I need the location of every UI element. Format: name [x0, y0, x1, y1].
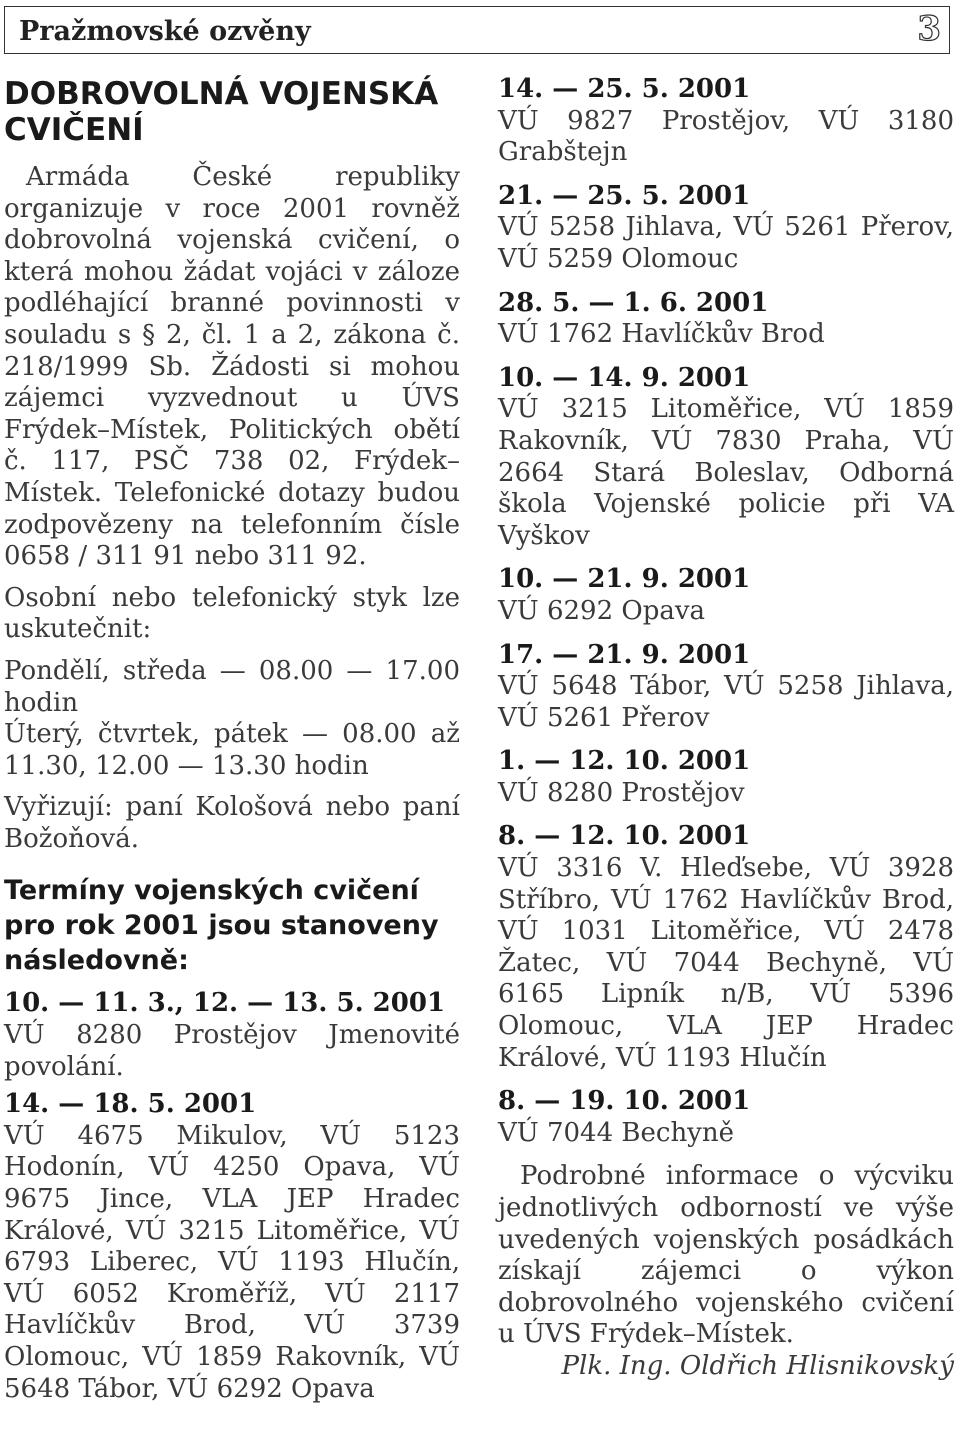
closing-paragraph: Podrobné informace o výcviku jednotlivých odborností ve výše uvedených vojenských posádkách získají zájemci o výkon dobrovolného vojenského cvičení u ÚVS Frýdek–Místek.: [498, 1161, 954, 1350]
schedule-date: 8. — 12. 10. 2001: [498, 821, 751, 852]
schedule-entry: [498, 288, 954, 351]
schedule-units: VÚ 9827 Prostějov, VÚ 3180 Grabštejn: [498, 105, 954, 168]
newsletter-title: Pražmovské ozvěny: [19, 16, 311, 47]
schedule-units: VÚ 3316 V. Hleďsebe, VÚ 3928 Stříbro, VÚ 1762 Havlíčkův Brod, VÚ 1031 Litoměřice, VÚ 2478 Žatec, VÚ 7044 Bechyně, VÚ 6165 Lipník n/B, VÚ 5396 Olomouc, VLA JEP Hradec Králové, VÚ 1193 Hlučín: [498, 853, 954, 1073]
page-number: 3: [917, 9, 941, 49]
schedule-date: 10. — 21. 9. 2001: [498, 564, 751, 595]
schedule-units: VÚ 8280 Prostějov: [498, 777, 745, 808]
schedule-date: 14. — 25. 5. 2001: [498, 74, 751, 104]
office-hours-tue-fri: Úterý, čtvrtek, pátek — 08.00 až 11.30, 12.00 — 13.30 hodin: [4, 719, 460, 781]
article-heading: DOBROVOLNÁ VOJENSKÁ CVIČENÍ: [4, 76, 439, 148]
schedule-heading: Termíny vojenských cvičení pro rok 2001 jsou stanoveny následovně:: [4, 875, 439, 977]
author-signature: Plk. Ing. Oldřich Hlisnikovský: [561, 1350, 954, 1381]
intro-paragraph: Armáda České republiky organizuje v roce 2001 rovněž dobrovolná vojenská cvičení, o která mohou žádat vojáci v záloze podléhající branné povinnosti v souladu s § 2, čl. 1 a 2, zákona č. 218/1999 Sb. Žádosti si mohou zájemci vyzvednout u ÚVS Frýdek–Místek, Politických obětí č. 117, PSČ 738 02, Frýdek–Místek. Telefonické dotazy budou zodpovězeny na telefonním čísle 0658 / 311 91 nebo 311 92.: [4, 162, 460, 572]
schedule-date: 1. — 12. 10. 2001: [498, 746, 751, 777]
schedule-date: 10. — 11. 3., 12. — 13. 5. 2001: [4, 988, 446, 1019]
schedule-entry: [4, 1089, 460, 1405]
schedule-entry: [498, 1086, 954, 1149]
schedule-units: VÚ 1762 Havlíčkův Brod: [498, 319, 825, 350]
schedule-date: 14. — 18. 5. 2001: [4, 1089, 257, 1120]
schedule-entry: [4, 988, 460, 1083]
schedule-units: VÚ 7044 Bechyně: [498, 1117, 735, 1148]
schedule-date: 28. 5. — 1. 6. 2001: [498, 287, 769, 318]
page-header: [4, 6, 950, 54]
contact-paragraph: Osobní nebo telefonický styk lze uskutečnit:: [4, 582, 460, 645]
schedule-entry: [498, 181, 954, 276]
schedule-entry: [498, 746, 954, 809]
schedule-date: 10. — 14. 9. 2001: [498, 362, 751, 393]
left-column: [4, 76, 460, 1417]
right-column: [498, 74, 954, 1383]
schedule-entry: [498, 363, 954, 553]
schedule-entry: [498, 564, 954, 627]
contact-persons: Vyřizují: paní Kološová nebo paní Božoňová.: [4, 792, 460, 854]
office-hours-mon-wed: Pondělí, středa — 08.00 — 17.00 hodin: [4, 655, 460, 718]
schedule-units: VÚ 3215 Litoměřice, VÚ 1859 Rakovník, VÚ 7830 Praha, VÚ 2664 Stará Boleslav, Odborná škola Vojenské policie při VA Vyškov: [498, 394, 954, 551]
schedule-entry: [498, 640, 954, 735]
schedule-date: 21. — 25. 5. 2001: [498, 180, 751, 211]
schedule-units: VÚ 6292 Opava: [498, 595, 706, 626]
schedule-entry: [498, 74, 954, 169]
schedule-entry: [498, 821, 954, 1074]
schedule-units: VÚ 5258 Jihlava, VÚ 5261 Přerov, VÚ 5259 Olomouc: [498, 212, 954, 274]
schedule-units: VÚ 4675 Mikulov, VÚ 5123 Hodonín, VÚ 4250 Opava, VÚ 9675 Jince, VLA JEP Hradec Králové, VÚ 3215 Litoměřice, VÚ 6793 Liberec, VÚ 1193 Hlučín, VÚ 6052 Kroměříž, VÚ 2117 Havlíčkův Brod, VÚ 3739 Olomouc, VÚ 1859 Rakovník, VÚ 5648 Tábor, VÚ 6292 Opava: [4, 1120, 460, 1404]
schedule-date: 17. — 21. 9. 2001: [498, 639, 751, 670]
schedule-date: 8. — 19. 10. 2001: [498, 1086, 751, 1117]
schedule-units: VÚ 8280 Prostějov Jmenovité povolání.: [4, 1020, 460, 1082]
schedule-units: VÚ 5648 Tábor, VÚ 5258 Jihlava, VÚ 5261 Přerov: [498, 671, 954, 733]
